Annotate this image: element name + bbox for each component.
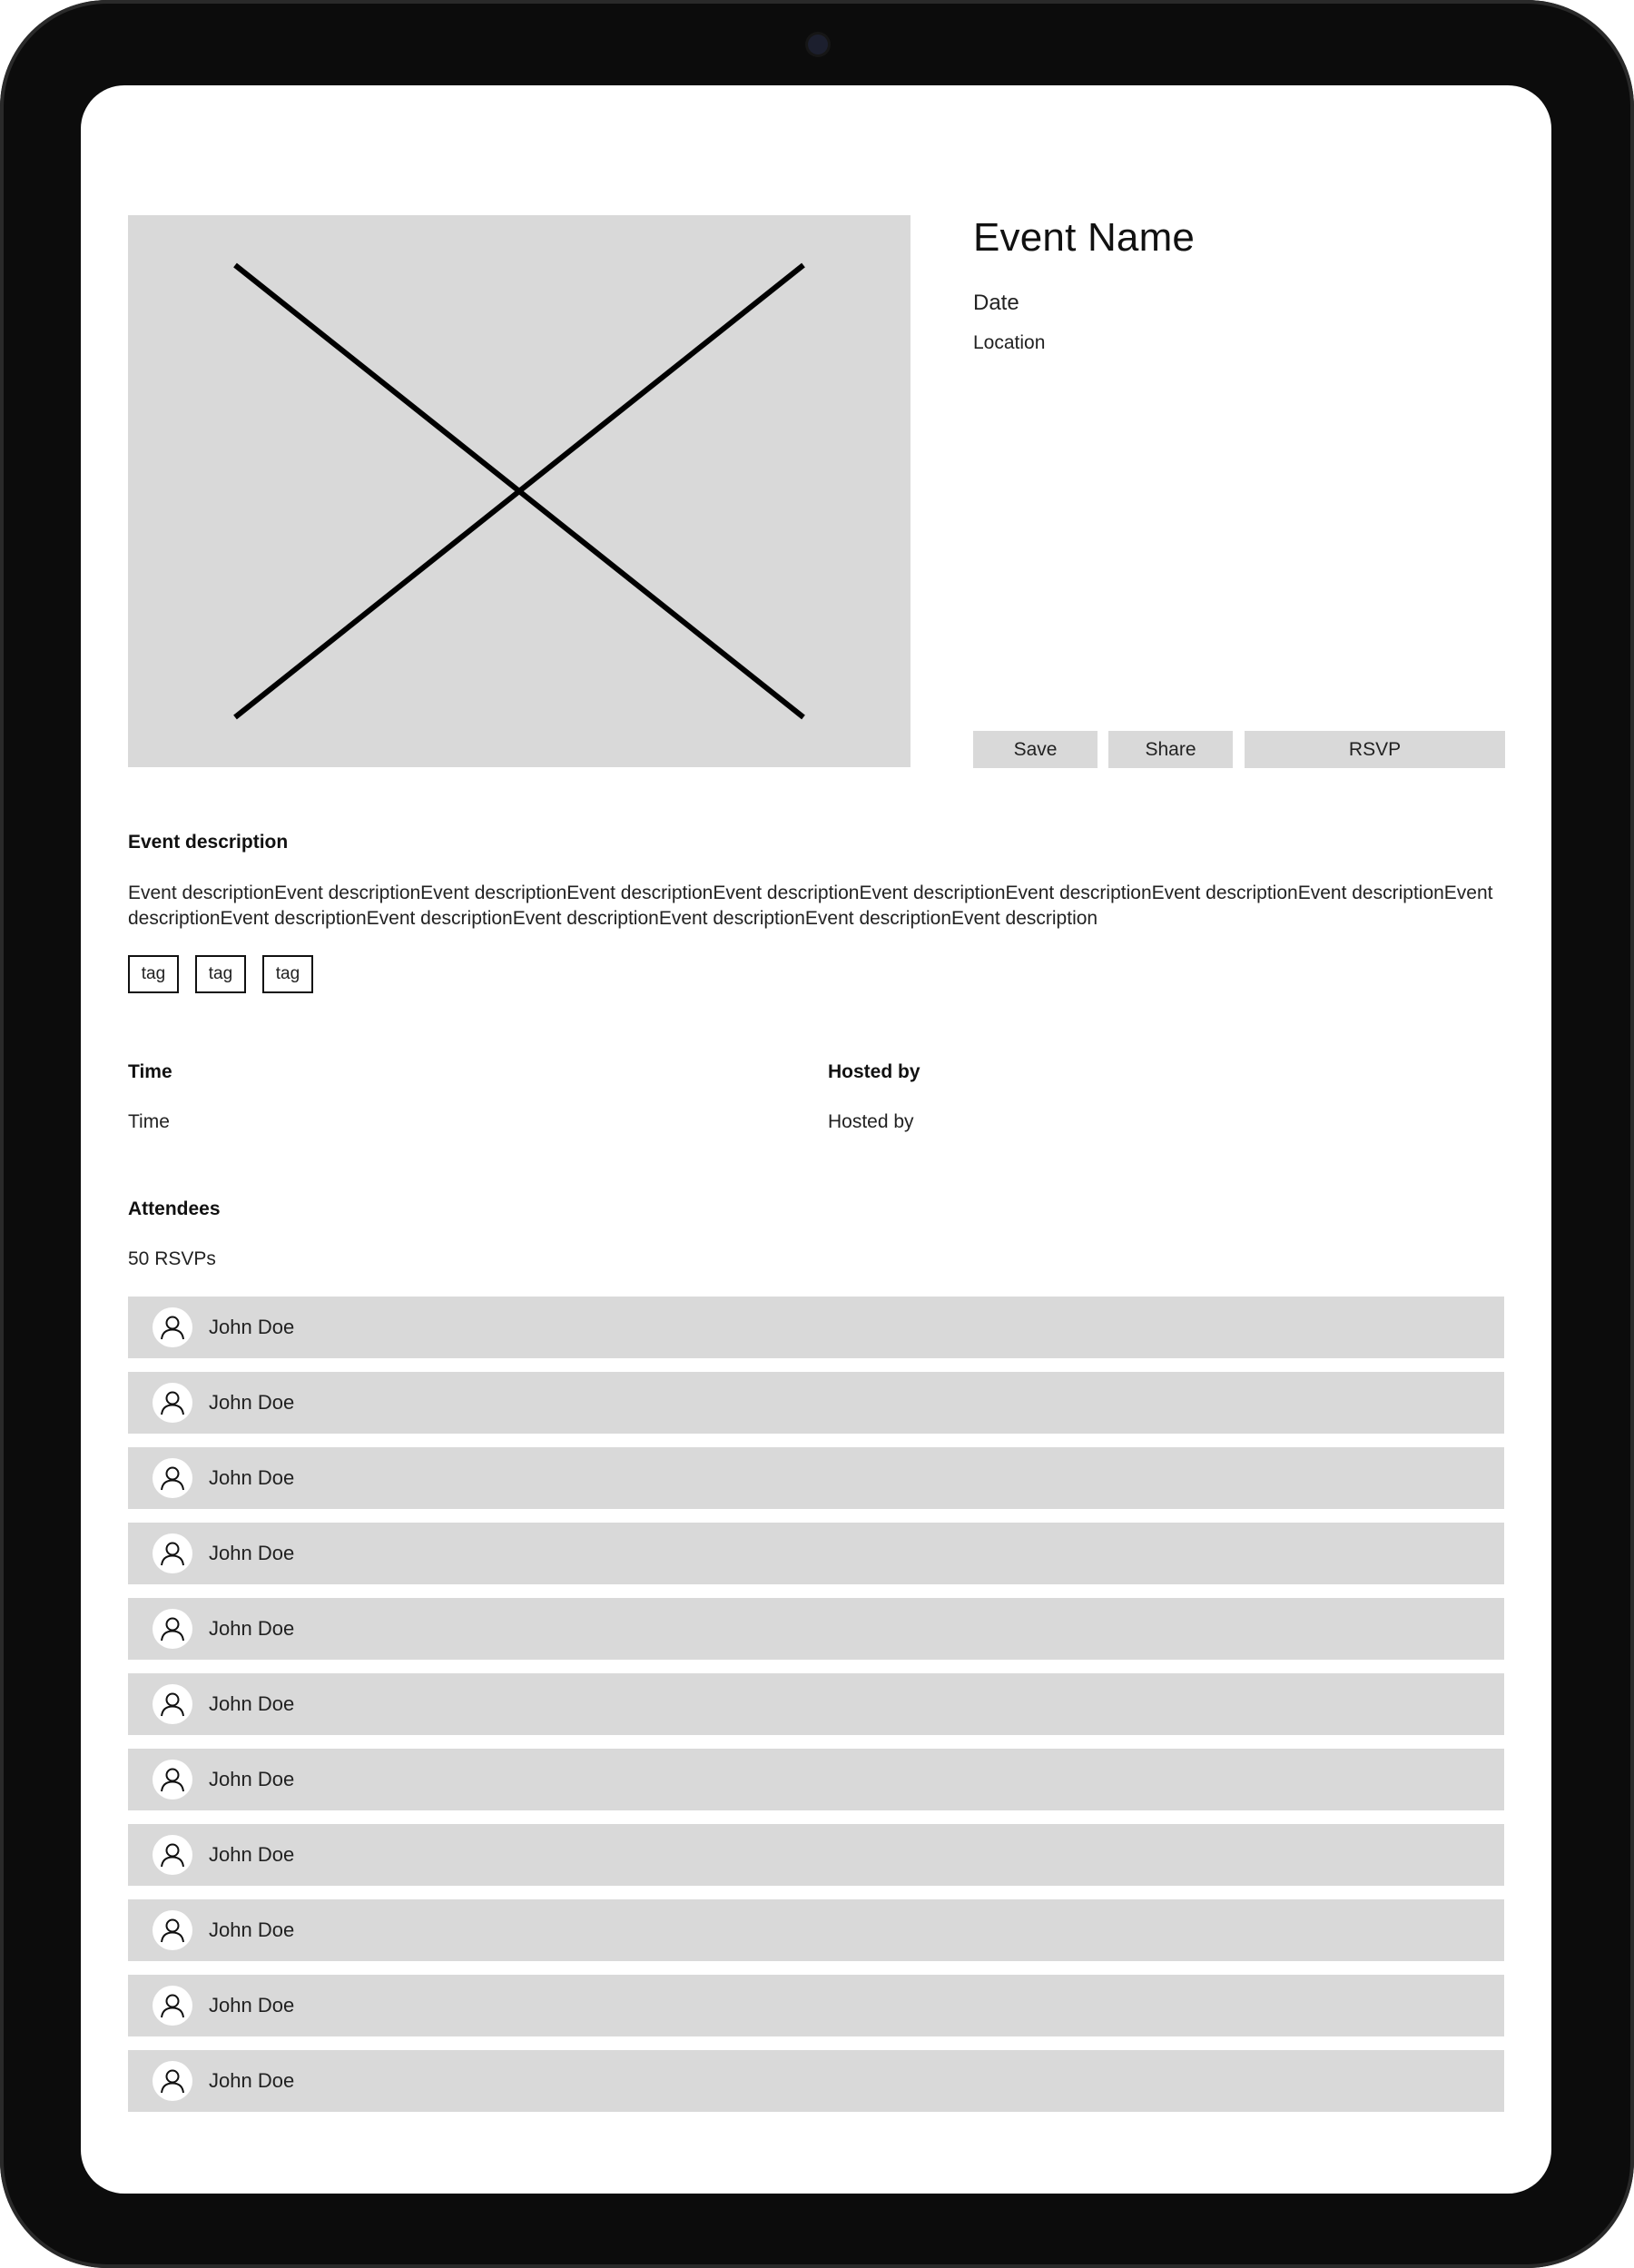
user-avatar-icon xyxy=(153,1609,192,1649)
attendee-row[interactable] xyxy=(128,1899,1504,1961)
attendee-name: John Doe xyxy=(209,1768,295,1790)
attendee-name: John Doe xyxy=(209,1466,295,1489)
attendee-row[interactable] xyxy=(128,1975,1504,2036)
rsvp-button[interactable]: RSVP xyxy=(1245,731,1505,768)
attendee-name: John Doe xyxy=(209,1994,295,2017)
attendee-row[interactable] xyxy=(128,1297,1504,1358)
attendee-row[interactable] xyxy=(128,1523,1504,1584)
attendee-row[interactable] xyxy=(128,1372,1504,1434)
share-button[interactable]: Share xyxy=(1108,731,1233,768)
event-location: Location xyxy=(973,332,1046,353)
description-heading: Event description xyxy=(128,832,289,853)
user-avatar-icon xyxy=(153,1760,192,1800)
image-placeholder-x-icon xyxy=(128,215,911,767)
attendee-list xyxy=(128,1297,1504,2125)
attendee-row[interactable] xyxy=(128,1673,1504,1735)
hosted-by-heading: Hosted by xyxy=(828,1061,920,1082)
user-avatar-icon xyxy=(153,1383,192,1423)
tag-list xyxy=(128,955,313,993)
attendee-name: John Doe xyxy=(209,1391,295,1414)
event-date: Date xyxy=(973,291,1019,315)
attendees-heading: Attendees xyxy=(128,1198,221,1219)
attendee-name: John Doe xyxy=(209,1918,295,1941)
user-avatar-icon xyxy=(153,1533,192,1573)
hosted-by-value[interactable]: Hosted by xyxy=(828,1111,914,1132)
attendee-row[interactable] xyxy=(128,2050,1504,2112)
user-avatar-icon xyxy=(153,1307,192,1347)
attendee-name: John Doe xyxy=(209,1692,295,1715)
user-avatar-icon xyxy=(153,2061,192,2101)
user-avatar-icon xyxy=(153,1910,192,1950)
save-button[interactable]: Save xyxy=(973,731,1098,768)
event-title: Event Name xyxy=(973,215,1196,260)
attendee-row[interactable] xyxy=(128,1447,1504,1509)
user-avatar-icon xyxy=(153,1986,192,2026)
event-image-placeholder xyxy=(128,215,911,767)
tag-chip[interactable]: tag xyxy=(195,955,246,993)
user-avatar-icon xyxy=(153,1835,192,1875)
app-screen xyxy=(81,85,1551,2194)
attendee-name: John Doe xyxy=(209,1316,295,1338)
attendee-name: John Doe xyxy=(209,1617,295,1640)
attendee-row[interactable] xyxy=(128,1598,1504,1660)
time-heading: Time xyxy=(128,1061,172,1082)
attendee-name: John Doe xyxy=(209,2069,295,2092)
attendee-row[interactable] xyxy=(128,1824,1504,1886)
time-value: Time xyxy=(128,1111,170,1132)
camera-icon xyxy=(808,35,828,54)
rsvp-count: 50 RSVPs xyxy=(128,1248,216,1269)
description-text: Event descriptionEvent descriptionEvent descriptionEvent descriptionEvent descriptionEvent descriptionEvent descriptionEvent descriptionEvent descriptionEvent descriptionEvent descriptionEvent descriptionEvent descriptionEvent descriptionEvent descriptionEvent description xyxy=(128,883,1493,929)
attendee-name: John Doe xyxy=(209,1542,295,1564)
user-avatar-icon xyxy=(153,1458,192,1498)
attendee-name: John Doe xyxy=(209,1843,295,1866)
tag-chip[interactable]: tag xyxy=(262,955,313,993)
tag-chip[interactable]: tag xyxy=(128,955,179,993)
attendee-row[interactable] xyxy=(128,1749,1504,1810)
user-avatar-icon xyxy=(153,1684,192,1724)
